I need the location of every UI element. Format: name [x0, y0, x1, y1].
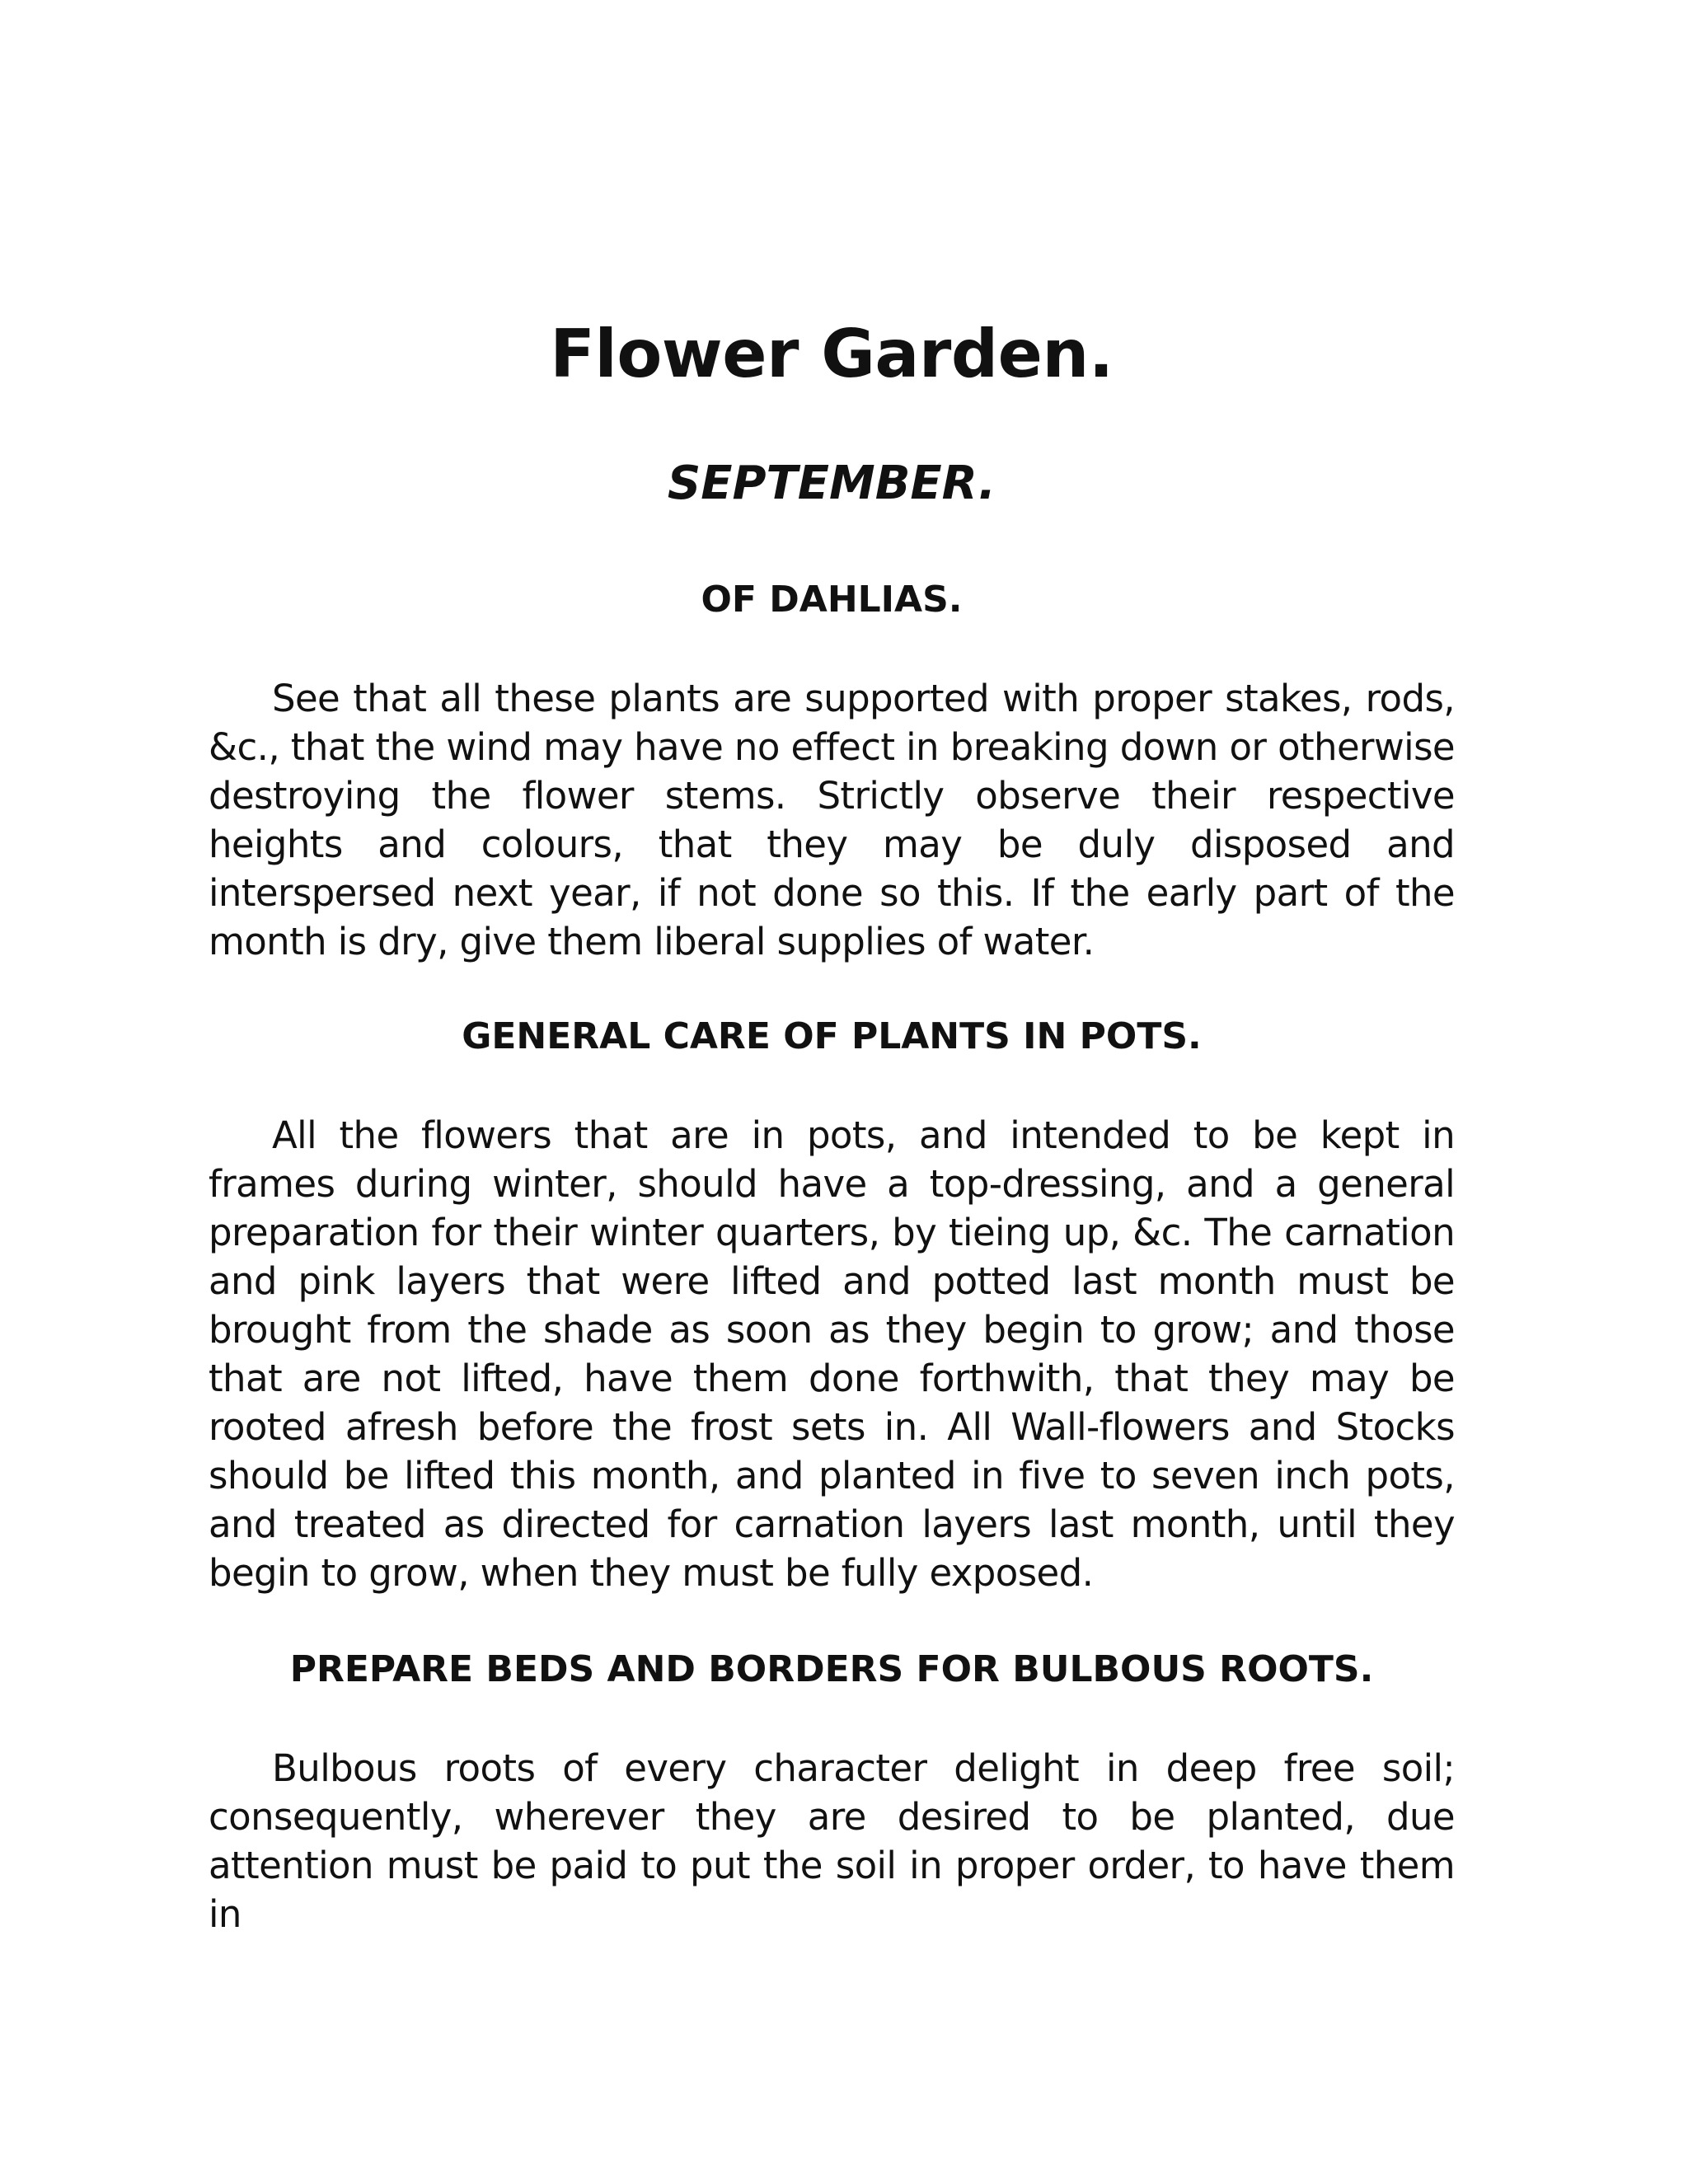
document-page	[209, 313, 1455, 1938]
section-heading-dahlias: OF DAHLIAS.	[701, 579, 963, 621]
section-heading-bulbous-roots: PREPARE BEDS AND BORDERS FOR BULBOUS ROOTS.	[289, 1648, 1374, 1690]
section-body-dahlias: See that all these plants are supported with proper stakes, rods, &c., that the wind may have no effect in breaking down or otherwise destroying the flower stems. Strictly observe their respective heights and colours, that they may be duly disposed and interspersed next year, if not done so this. If the early part of the month is dry, give them liberal supplies of water.	[209, 677, 1455, 963]
section-body-bulbous-roots: Bulbous roots of every character delight in deep free soil; consequently, wherever they are desired to be planted, due attention must be paid to put the soil in proper order, to have them in	[209, 1746, 1455, 1936]
month-heading: SEPTEMBER.	[667, 457, 996, 510]
section-body-plants-in-pots: All the flowers that are in pots, and intended to be kept in frames during winter, should have a top-dressing, and a general preparation for their winter quarters, by tieing up, &c. The carnation and pink layers that were lifted and potted last month must be brought from the shade as soon as they begin to grow; and those that are not lifted, have them done forthwith, that they may be rooted afresh before the frost sets in. All Wall-flowers and Stocks should be lifted this month, and planted in five to seven inch pots, and treated as directed for carnation layers last month, until they begin to grow, when they must be fully exposed.	[209, 1113, 1455, 1595]
page-title: Flower Garden.	[550, 316, 1114, 392]
section-heading-plants-in-pots: GENERAL CARE OF PLANTS IN POTS.	[462, 1015, 1202, 1057]
